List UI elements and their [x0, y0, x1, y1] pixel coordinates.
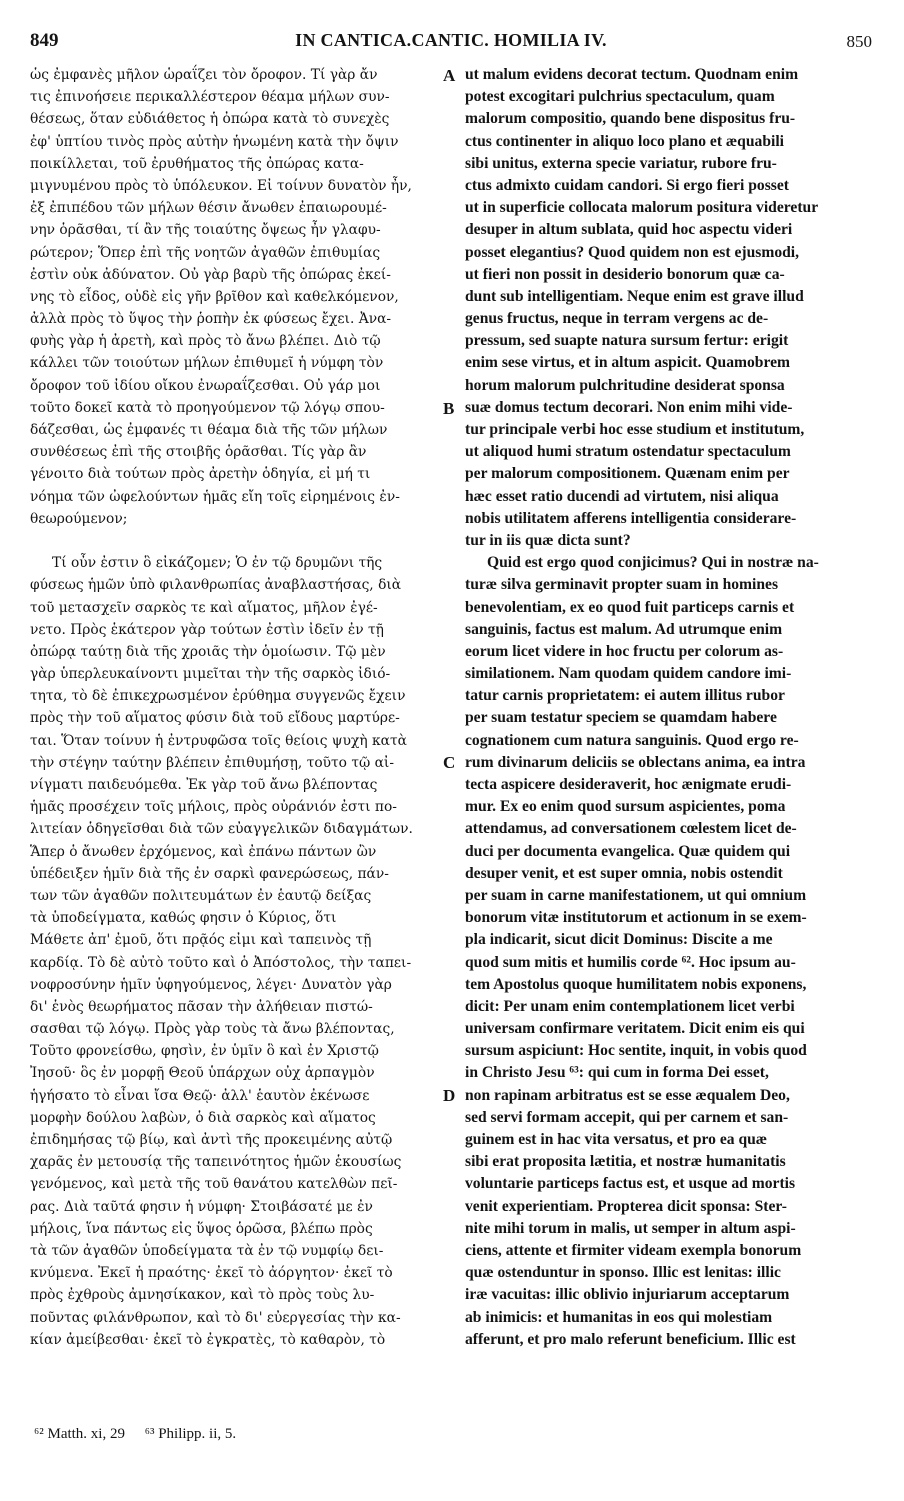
- text-line: νοφροσύνην ἡμῖν ὑφηγούμενος, λέγει· Δυνατὸν γὰρ: [30, 976, 392, 993]
- latin-text-column: [465, 64, 875, 1351]
- text-line: ut aliquod humi stratum ostendatur spectaculum: [465, 443, 791, 461]
- text-line: καρδίᾳ. Τὸ δὲ αὐτὸ τοῦτο καὶ ὁ Ἀπόστολος, τὴν ταπει-: [30, 954, 412, 971]
- text-line: potest excogitari pulchrius spectaculum, quam: [465, 88, 775, 106]
- text-line: tatur carnis proprietatem: ei autem illitus rubor: [465, 687, 785, 705]
- text-line: γενόμενος, καὶ μετὰ τῆς τοῦ θανάτου κατελθὼν πεῖ-: [30, 1176, 398, 1193]
- text-line: sanguinis, factus est malum. Ad utrumque enim: [465, 620, 783, 638]
- right-page-number: 850: [846, 32, 872, 51]
- text-line: Quid est ergo quod conjicimus? Qui in nostræ na-: [487, 554, 819, 572]
- text-line: μορφὴν δούλου λαβὼν, ὁ διὰ σαρκὸς καὶ αἵματος: [30, 1109, 376, 1126]
- text-line: mur. Ex eo enim quod sursum aspicientes, poma: [465, 798, 786, 816]
- text-line: ut malum evidens decorat tectum. Quodnam enim: [465, 66, 799, 83]
- text-line: μήλοις, ἵνα πάντως εἰς ὕψος ὁρῶσα, βλέπω πρὸς: [30, 1220, 373, 1237]
- text-line: ctus admixto cuidam candori. Si ergo fieri posset: [465, 176, 789, 194]
- text-line: ὀπώρᾳ ταύτῃ διὰ τῆς χροιᾶς τὴν ὁμοίωσιν. Τῷ μὲν: [30, 643, 386, 660]
- text-line: venit experientiam. Propterea dicit sponsa: Ster-: [465, 1197, 787, 1215]
- text-line: τοῦ μετασχεῖν σαρκὸς τε καὶ αἵματος, μῆλον ἐγέ-: [30, 599, 378, 616]
- text-line: τοῦτο δοκεῖ κατὰ τὸ προηγούμενον τῷ λόγῳ σπου-: [30, 399, 385, 416]
- text-line: enim sese virtus, et in altum aspicit. Quamobrem: [465, 354, 790, 372]
- text-line: attendamus, ad conversationem cœlestem licet de-: [465, 820, 797, 838]
- page-header: [30, 30, 872, 56]
- text-line: rum divinarum deliciis se oblectans anima, ea intra: [465, 753, 806, 771]
- text-line: Ἰησοῦ· ὃς ἐν μορφῇ Θεοῦ ὑπάρχων οὐχ ἁρπαγμὸν: [30, 1065, 375, 1082]
- text-line: pla indicarit, sicut dicit Dominus: Discite a me: [465, 931, 773, 949]
- text-line: των τῶν ἀγαθῶν πολιτευμάτων ἐν ἑαυτῷ δείξας: [30, 887, 372, 904]
- text-line: posset elegantius? Quod quidem non est ejusmodi,: [465, 243, 800, 261]
- footnote: ⁶³ Philipp. ii, 5.: [144, 1426, 237, 1442]
- text-line: κνύμενα. Ἐκεῖ ἡ πραότης· ἐκεῖ τὸ ἀόργητον· ἐκεῖ τὸ: [30, 1265, 393, 1282]
- text-line: per suam testatur speciem se quamdam habere: [465, 709, 777, 727]
- text-line: iræ vacuitas: illic oblivio injuriarum acceptarum: [465, 1286, 790, 1304]
- text-line: λιτείαν ὁδηγεῖσθαι διὰ τῶν εὐαγγελικῶν διδαγμάτων.: [30, 821, 413, 838]
- text-line: suæ domus tectum decorari. Non enim mihi vide-: [465, 398, 793, 416]
- text-line: φύσεως ἡμῶν ὑπὸ φιλανθρωπίας ἀναβλαστήσας, διὰ: [30, 577, 402, 594]
- text-line: τητα, τὸ δὲ ἐπικεχρωσμένον ἐρύθημα συγγενῶς ἔχειν: [30, 688, 406, 705]
- text-line: ρώτερον; Ὅπερ ἐπὶ τῆς νοητῶν ἀγαθῶν ἐπιθυμίας: [30, 244, 381, 261]
- text-line: quod sum mitis et humilis corde ⁶². Hoc ipsum au-: [465, 953, 796, 971]
- text-line: guinem est in hac vita versatus, et pro ea quæ: [465, 1131, 768, 1148]
- text-line: ποῦντας φιλάνθρωπον, καὶ τὸ δι' εὐεργεσίας τὴν κα-: [30, 1309, 401, 1326]
- text-line: ἐπιδημήσας τῷ βίῳ, καὶ ἀντὶ τῆς προκειμένης αὐτῷ: [30, 1132, 393, 1148]
- text-line: ctus continenter in aliquo loco plano et æquabili: [465, 132, 784, 150]
- text-line: nite mihi torum in malis, ut semper in altum aspi-: [465, 1219, 796, 1237]
- margin-letter-a: A: [443, 66, 456, 85]
- text-line: ut in superficie collocata malorum positura videretur: [465, 199, 819, 217]
- text-line: bonorum vitæ institutorum et actionum in se exem-: [465, 909, 807, 927]
- text-line: sed servi formam accepit, qui per carnem et san-: [465, 1108, 789, 1126]
- text-line: malorum compositio, quando bene dispositus fru-: [465, 110, 796, 128]
- text-line: [30, 530, 442, 552]
- margin-letter-b: B: [443, 399, 455, 418]
- left-page-number: 849: [30, 30, 59, 51]
- text-line: ciens, attente et firmiter videam exempla bonorum: [465, 1241, 802, 1259]
- text-line: ἐφ' ὑπτίου τινὸς πρὸς αὐτὴν ἡνωμένη κατὰ τὴν ὄψιν: [30, 133, 399, 150]
- text-line: ut fieri non possit in desiderio bonorum quæ ca-: [465, 265, 785, 283]
- text-line: χαρᾶς ἐν μετουσίᾳ τῆς ταπεινότητος ἡμῶν ἑκουσίως: [30, 1154, 402, 1171]
- text-line: ἐξ ἐπιπέδου τῶν μήλων θέσιν ἄνωθεν ἐπαιωρουμέ-: [30, 200, 387, 217]
- text-line: μιγνυμένου πρὸς τὸ ὑπόλευκον. Εἰ τοίνυν δυνατὸν ἦν,: [30, 177, 412, 194]
- text-line: νης τὸ εἶδος, οὐδὲ εἰς γῆν βρῖθον καὶ καθελκόμενον,: [30, 288, 399, 305]
- text-line: ὄροφον τοῦ ἰδίου οἴκου ἐνωραΐζεσθαι. Οὐ γάρ μοι: [30, 377, 381, 394]
- text-line: cognationem cum natura sanguinis. Quod ergo re-: [465, 731, 799, 749]
- text-line: τις ἐπινοήσειε περικαλλέστερον θέαμα μήλων συν-: [30, 89, 390, 106]
- text-line: ρας. Διὰ ταῦτά φησιν ἡ νύμφη· Στοιβάσατέ με ἐν: [30, 1198, 373, 1215]
- text-line: νην ὁρᾶσθαι, τί ἂν τῆς τοιαύτης ὄψεως ἦν γλαφυ-: [30, 222, 381, 239]
- text-line: per suam in carne manifestationem, ut qui omnium: [465, 886, 807, 904]
- text-line: tur in iis quæ dicta sunt?: [465, 531, 631, 549]
- text-line: benevolentiam, ex eo quod fuit particeps carnis et: [465, 598, 795, 616]
- text-line: desuper venit, et est super omnia, nobis ostendit: [465, 864, 783, 882]
- text-line: in Christo Jesu ⁶³: qui cum in forma Dei esset,: [465, 1064, 769, 1082]
- text-line: Μάθετε ἀπ' ἐμοῦ, ὅτι πρᾷός εἰμι καὶ ταπεινὸς τῇ: [30, 932, 372, 949]
- text-line: ἀλλὰ πρὸς τὸ ὕψος τὴν ῥοπὴν ἐκ φύσεως ἔχει. Ἀνα-: [30, 311, 392, 328]
- text-line: ἡμᾶς προσέχειν τοῖς μήλοις, πρὸς οὐράνιόν ἐστι πο-: [30, 799, 397, 816]
- text-line: tur principale verbi hoc esse studium et institutum,: [465, 421, 805, 438]
- text-line: τὴν στέγην ταύτην βλέπειν ἐπιθυμήσῃ, τοῦτο τῷ αἰ-: [30, 754, 395, 771]
- text-line: ἐστὶν οὐκ ἀδύνατον. Οὐ γὰρ βαρὺ τῆς ὀπώρας ἐκεί-: [30, 266, 391, 283]
- text-line: πρὸς ἐχθροὺς ἀμνησίκακον, καὶ τὸ πρὸς τοὺς λυ-: [30, 1287, 375, 1304]
- text-line: universam confirmare veritatem. Dicit enim eis qui: [465, 1020, 805, 1038]
- text-line: θεωρούμενον;: [30, 510, 128, 527]
- text-line: quæ ostenduntur in sponso. Illic est lenitas: illic: [465, 1264, 781, 1282]
- text-line: afferunt, et pro malo referunt beneficium. Illic est: [465, 1330, 796, 1348]
- text-line: turæ silva germinavit propter suam in homines: [465, 576, 779, 594]
- text-line: δι' ἑνὸς θεωρήματος πᾶσαν τὴν ἀλήθειαν πιστώ-: [30, 998, 373, 1015]
- text-line: dicit: Per unam enim contemplationem licet verbi: [465, 997, 795, 1015]
- text-line: θέσεως, ὅταν εὐδιάθετος ἡ ὀπώρα κατὰ τὸ συνεχὲς: [30, 111, 390, 128]
- text-line: non rapinam arbitratus est se esse æqualem Deo,: [465, 1086, 790, 1104]
- text-line: voluntarie particeps factus est, et usque ad mortis: [465, 1175, 796, 1193]
- text-line: genus fructus, neque in terram vergens ac de-: [465, 310, 769, 328]
- text-line: δάζεσθαι, ὡς ἐμφανές τι θέαμα διὰ τῆς τῶν μήλων: [30, 422, 388, 438]
- text-line: τὰ ὑποδείγματα, καθώς φησιν ὁ Κύριος, ὅτι: [30, 910, 337, 927]
- running-title: IN CANTICA.CANTIC. HOMILIA IV.: [295, 30, 607, 50]
- text-line: νίγματι παιδευόμεθα. Ἐκ γὰρ τοῦ ἄνω βλέποντας: [30, 777, 378, 793]
- text-line: similationem. Nam quodam quidem candore imi-: [465, 665, 792, 683]
- text-line: hæc esset ratio ducendi ad virtutem, nisi aliqua: [465, 487, 779, 505]
- text-line: nobis utilitatem afferens intelligentia considerare-: [465, 509, 797, 527]
- text-line: νετο. Πρὸς ἑκάτερον γὰρ τούτων ἐστὶν ἰδεῖν ἐν τῇ: [30, 621, 384, 638]
- text-line: νόημα τῶν ὠφελούντων ἡμᾶς εἴη τοῖς εἰρημένοις ἐν-: [30, 488, 400, 505]
- text-line: φυὴς γὰρ ἡ ἀρετὴ, καὶ πρὸς τὸ ἄνω βλέπει. Διὸ τῷ: [30, 333, 381, 350]
- text-line: horum malorum pulchritudine desiderat sponsa: [465, 376, 785, 394]
- text-line: eorum licet videre in hoc fructu per colorum as-: [465, 642, 784, 660]
- text-line: per malorum compositionem. Quænam enim per: [465, 465, 790, 483]
- text-line: duci per documenta evangelica. Quæ quidem qui: [465, 842, 791, 860]
- text-line: ποικίλλεται, τοῦ ἐρυθήματος τῆς ὀπώρας κατα-: [30, 155, 364, 172]
- text-line: sursum aspiciunt: Hoc sentite, inquit, in vobis quod: [465, 1042, 807, 1060]
- text-line: ὑπέδειξεν ἡμῖν διὰ τῆς ἐν σαρκὶ φανερώσεως, πάν-: [30, 865, 389, 882]
- footnotes: [34, 1426, 252, 1443]
- text-line: tecta aspicere desideraverit, hoc ænigmate erudi-: [465, 776, 792, 793]
- margin-letter-d: D: [443, 1086, 456, 1105]
- text-line: ab inimicis: et humanitas in eos qui molestiam: [465, 1308, 773, 1326]
- text-line: συνθέσεως ἐπὶ τῆς στοιβῆς ὁρᾶσθαι. Τίς γὰρ ἂν: [30, 444, 367, 461]
- text-line: γένοιτο διὰ τούτων πρὸς ἀρετὴν ὁδηγία, εἰ μή τι: [30, 466, 371, 483]
- text-line: κάλλει τῶν τοιούτων μήλων ἐπιθυμεῖ ἡ νύμφη τὸν: [30, 355, 384, 372]
- text-line: ἡγήσατο τὸ εἶναι ἴσα Θεῷ· ἀλλ' ἑαυτὸν ἐκένωσε: [30, 1087, 370, 1104]
- text-line: tem Apostolus quoque humilitatem nobis exponens,: [465, 975, 807, 993]
- text-line: Τοῦτο φρονείσθω, φησὶν, ἐν ὑμῖν ὃ καὶ ἐν Χριστῷ: [30, 1043, 379, 1060]
- text-line: γὰρ ὑπερλευκαίνοντι μιμεῖται τὴν τῆς σαρκὸς ἰδιό-: [30, 666, 391, 683]
- greek-text-column: [30, 64, 442, 1351]
- text-line: ὡς ἐμφανὲς μῆλον ὡραΐζει τὸν ὄροφον. Τί γὰρ ἄν: [30, 67, 378, 83]
- text-line: σασθαι τῷ λόγῳ. Πρὸς γὰρ τοὺς τὰ ἄνω βλέποντας,: [30, 1021, 395, 1038]
- text-line: dunt sub intelligentiam. Neque enim est grave illud: [465, 287, 804, 305]
- text-line: pressum, sed suapte natura sursum fertur: erigit: [465, 332, 789, 350]
- text-line: τὰ τῶν ἀγαθῶν ὑποδείγματα τὰ ἐν τῷ νυμφίῳ δει-: [30, 1242, 384, 1259]
- text-line: ται. Ὅταν τοίνυν ἡ ἐντρυφῶσα τοῖς θείοις ψυχὴ κατὰ: [30, 732, 407, 749]
- text-line: desuper in altum sublata, quid hoc aspectu videri: [465, 221, 793, 239]
- text-line: sibi unitus, externa specie variatur, rubore fru-: [465, 154, 777, 172]
- text-line: Τί οὖν ἐστιν ὃ εἰκάζομεν; Ὁ ἐν τῷ δρυμῶνι τῆς: [52, 555, 383, 572]
- text-line: sibi erat proposita lætitia, et nostræ humanitatis: [465, 1153, 786, 1171]
- margin-letter-c: C: [443, 753, 456, 772]
- footnote: ⁶² Matth. xi, 29: [34, 1426, 125, 1442]
- text-line: κίαν ἀμείβεσθαι· ἐκεῖ τὸ ἐγκρατὲς, τὸ καθαρὸν, τὸ: [30, 1331, 386, 1348]
- text-line: Ἅπερ ὁ ἄνωθεν ἐρχόμενος, καὶ ἐπάνω πάντων ὢν: [30, 843, 377, 860]
- text-line: πρὸς τὴν τοῦ αἵματος φύσιν διὰ τοῦ εἴδους μαρτύρε-: [30, 710, 400, 727]
